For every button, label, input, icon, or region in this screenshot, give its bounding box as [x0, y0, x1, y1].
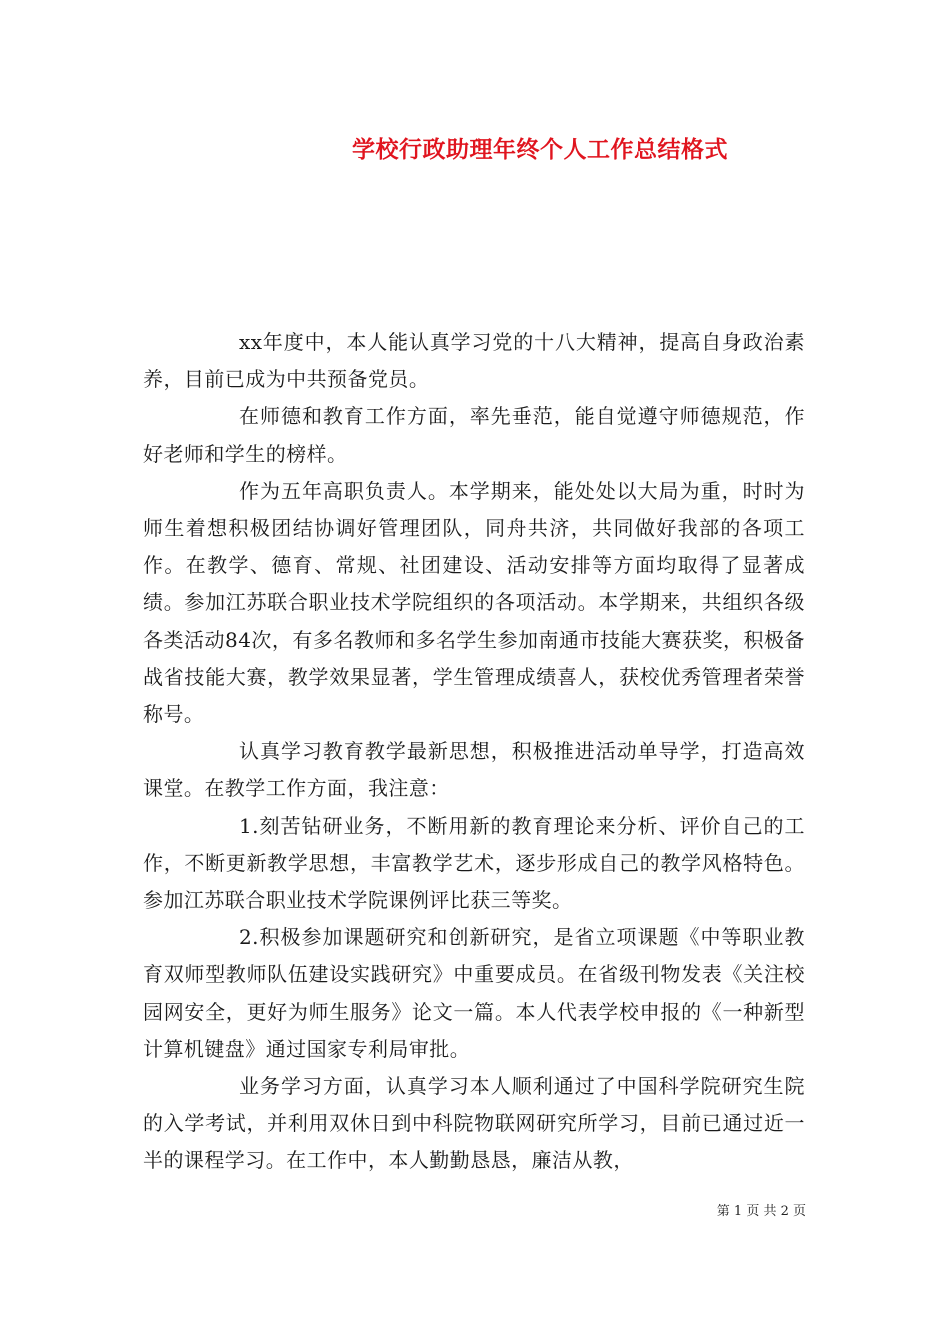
paragraph: 在师德和教育工作方面，率先垂范，能自觉遵守师德规范，作好老师和学生的榜样。 [143, 404, 805, 466]
page-number-footer: 第 1 页 共 2 页 [716, 1204, 806, 1219]
paragraph: 1.刻苦钻研业务，不断用新的教育理论来分析、评价自己的工作，不断更新教学思想，丰富教学艺术，逐步形成自己的教学风格特色。参加江苏联合职业技术学院课例评比获三等奖。 [143, 813, 805, 913]
paragraph: 认真学习教育教学最新思想，积极推进活动单导学，打造高效课堂。在教学工作方面，我注意： [143, 739, 805, 801]
paragraph: 业务学习方面，认真学习本人顺利通过了中国科学院研究生院的入学考试，并利用双休日到中科院物联网研究所学习，目前已通过近一半的课程学习。在工作中，本人勤勤恳恳，廉洁从教， [143, 1074, 805, 1173]
paragraph: 作为五年高职负责人。本学期来，能处处以大局为重，时时为师生着想积极团结协调好管理团队，同舟共济，共同做好我部的各项工作。在教学、德育、常规、社团建设、活动安排等方面均取得了显著成绩。参加江苏联合职业技术学院组织的各项活动。本学期来，共组织各级各类活动84次，有多名教师和多名学生参加南通市技能大赛获奖，积极备战省技能大赛，教学效果显著，学生管理成绩喜人，获校优秀管理者荣誉称号。 [143, 478, 805, 727]
paragraph: 2.积极参加课题研究和创新研究，是省立项课题《中等职业教育双师型教师队伍建设实践研究》中重要成员。在省级刊物发表《关注校园网安全，更好为师生服务》论文一篇。本人代表学校申报的《一种新型计算机键盘》通过国家专利局审批。 [143, 925, 805, 1061]
paragraph: xx年度中，本人能认真学习党的十八大精神，提高自身政治素养，目前已成为中共预备党员。 [143, 330, 805, 392]
document-title: 学校行政助理年终个人工作总结格式 [352, 136, 728, 163]
document-body [143, 324, 805, 1180]
